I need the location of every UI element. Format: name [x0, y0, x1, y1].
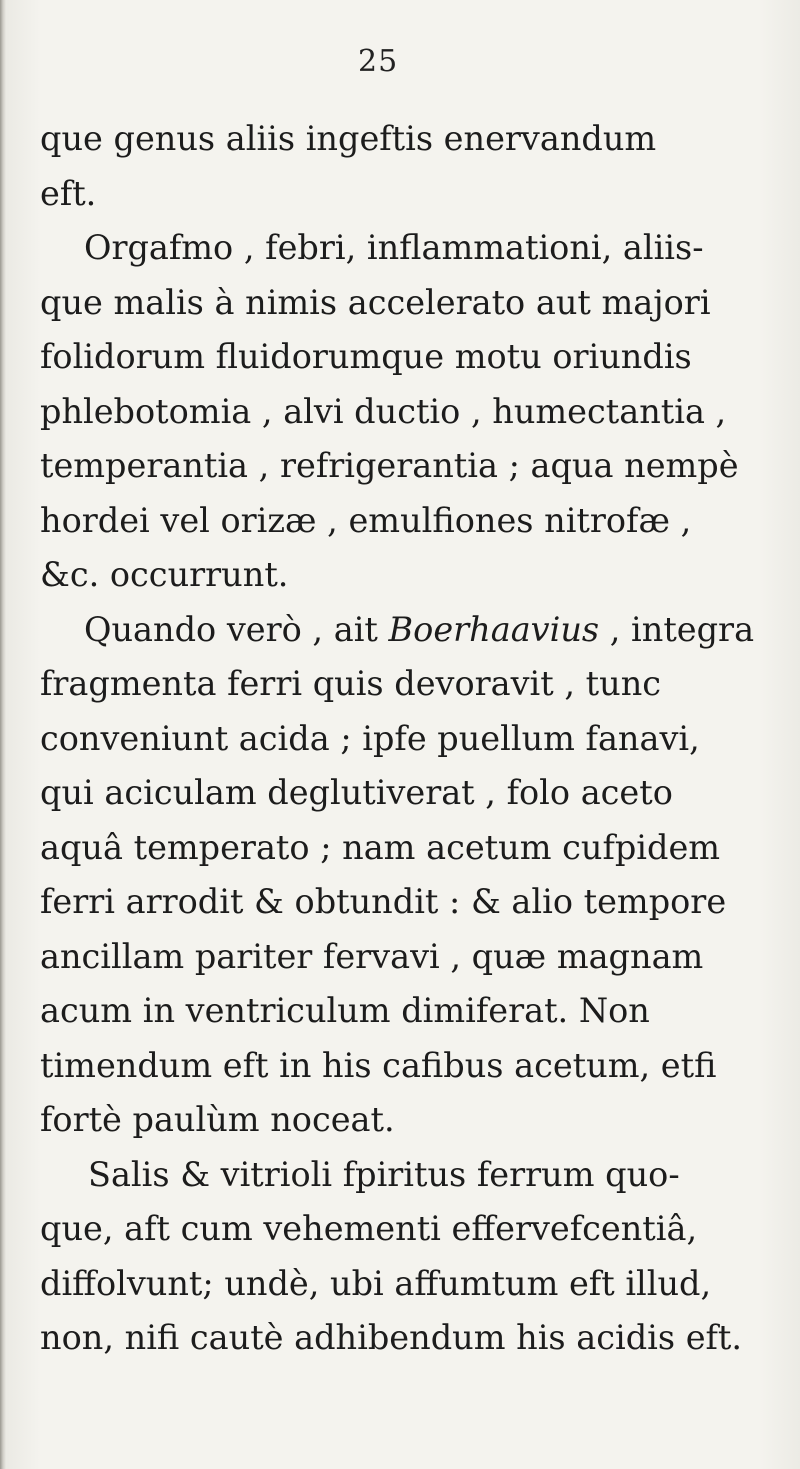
text-line: &c. occurrunt. — [40, 555, 289, 594]
text-line: temperantia , refrigerantia ; aqua nempè — [40, 446, 739, 485]
text-segment: Quando verò , ait — [84, 609, 389, 649]
text-line: que malis à nimis accelerato aut majori — [40, 282, 711, 322]
text-line: non, nifi cautè adhibendum his acidis eft. — [40, 1318, 743, 1357]
page-binding-edge — [0, 0, 6, 1469]
text-line: ancillam pariter fervavi , quæ magnam — [40, 936, 704, 976]
text-line: diffolvunt; undè, ubi affumtum eft illud, — [40, 1263, 712, 1303]
text-line: conveniunt acida ; ipfe puellum fanavi, — [40, 718, 700, 758]
paragraph-start-line: Orgafmo , febri, inflammationi, aliis- — [84, 228, 704, 267]
text-line: ferri arrodit & obtundit : & alio tempore — [40, 882, 727, 921]
paragraph-start-line — [40, 603, 770, 658]
paragraph-start-line: Salis & vitrioli fpiritus ferrum quo- — [88, 1154, 680, 1194]
text-line: hordei vel orizæ , emulfiones nitrofæ , — [40, 500, 692, 540]
text-line: phlebotomia , alvi ductio , humectantia , — [40, 391, 727, 431]
author-name-italic: Boerhaavius — [388, 609, 600, 649]
text-line: qui aciculam deglutiverat , folo aceto — [40, 773, 673, 812]
text-segment: , integra — [599, 609, 755, 649]
text-line: fragmenta ferri quis devoravit , tunc — [40, 664, 662, 703]
text-line: que genus aliis ingeftis enervandum — [40, 119, 657, 158]
text-line: aquâ temperato ; nam acetum cufpidem — [40, 827, 721, 867]
text-line: fortè paulùm noceat. — [40, 1100, 395, 1139]
body-text — [40, 112, 770, 1366]
text-line: folidorum fluidorumque motu oriundis — [40, 337, 692, 376]
text-line: que, aft cum vehementi effervefcentiâ, — [40, 1209, 698, 1248]
text-line: acum in ventriculum dimiferat. Non — [40, 991, 650, 1030]
page-number: 25 — [358, 44, 399, 79]
text-line: timendum eft in his cafibus acetum, etfi — [40, 1045, 717, 1085]
text-line: eft. — [40, 173, 97, 213]
